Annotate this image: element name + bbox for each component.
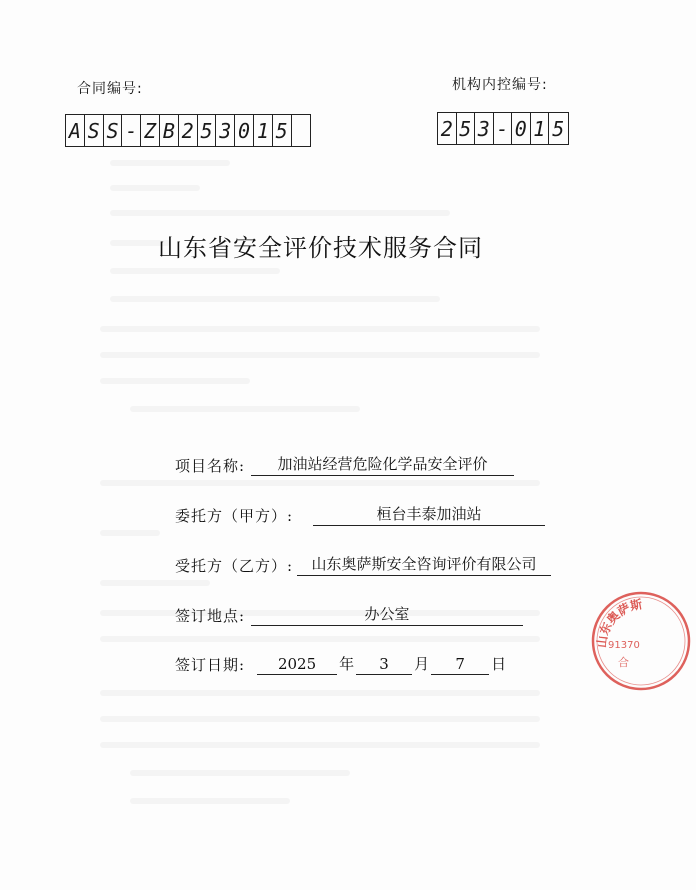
contract-number-char-box: B (160, 115, 179, 146)
seal-text: 山东奥萨斯 (594, 597, 644, 649)
signing-date-day: 7 (431, 655, 489, 675)
contract-number-char-box: 0 (235, 115, 254, 146)
project-name-value: 加油站经营危险化学品安全评价 (251, 453, 514, 476)
contract-number-char-box: S (104, 115, 123, 146)
signing-date-year: 2025 (257, 655, 337, 675)
client-label: 委托方（甲方）: (175, 507, 294, 525)
org-control-number-char-box: - (494, 113, 513, 144)
org-control-number-char-box: 3 (475, 113, 494, 144)
org-control-number-label: 机构内控编号: (452, 77, 548, 93)
contract-number-boxes (65, 114, 311, 147)
signing-place-label: 签订地点: (175, 607, 246, 625)
contract-number-char-box: 3 (216, 115, 235, 146)
contract-number-char-box: 5 (198, 115, 217, 146)
seal-sub-text: 合 (618, 656, 629, 669)
client-value: 桓台丰泰加油站 (313, 503, 545, 526)
org-control-number-char-box: 5 (457, 113, 476, 144)
signing-date-month: 3 (356, 655, 412, 675)
signing-date-label: 签订日期: (175, 656, 246, 674)
contractor-row (175, 553, 551, 576)
contract-number-char-box: S (85, 115, 104, 146)
project-name-label: 项目名称: (175, 457, 246, 475)
contract-number-char-box: 2 (179, 115, 198, 146)
seal-code: 91370 (608, 640, 640, 651)
contractor-value: 山东奥萨斯安全咨询评价有限公司 (297, 553, 551, 576)
org-control-number-char-box: 1 (531, 113, 550, 144)
document-title: 山东省安全评价技术服务合同 (158, 234, 483, 262)
contract-number-char-box: Z (141, 115, 160, 146)
signing-place-row (175, 603, 523, 626)
org-control-number-char-box: 0 (512, 113, 531, 144)
contract-number-char-box: 5 (273, 115, 292, 146)
client-row (175, 503, 545, 526)
contract-number-char-box: A (66, 115, 85, 146)
year-unit: 年 (339, 655, 355, 673)
contract-number-char-box: 1 (254, 115, 273, 146)
signing-place-value: 办公室 (251, 603, 523, 626)
contract-number-char-box (292, 115, 311, 146)
project-name-row (175, 453, 514, 476)
contract-number-char-box: - (122, 115, 141, 146)
month-unit: 月 (414, 655, 430, 673)
contract-number-label: 合同编号: (77, 81, 143, 97)
company-seal-stamp (586, 586, 696, 696)
org-control-number-char-box: 2 (438, 113, 457, 144)
signing-date-row (175, 653, 508, 675)
contractor-label: 受托方（乙方）: (175, 557, 294, 575)
org-control-number-char-box: 5 (552, 116, 565, 141)
org-control-number-boxes (437, 112, 569, 145)
day-unit: 日 (491, 655, 507, 673)
